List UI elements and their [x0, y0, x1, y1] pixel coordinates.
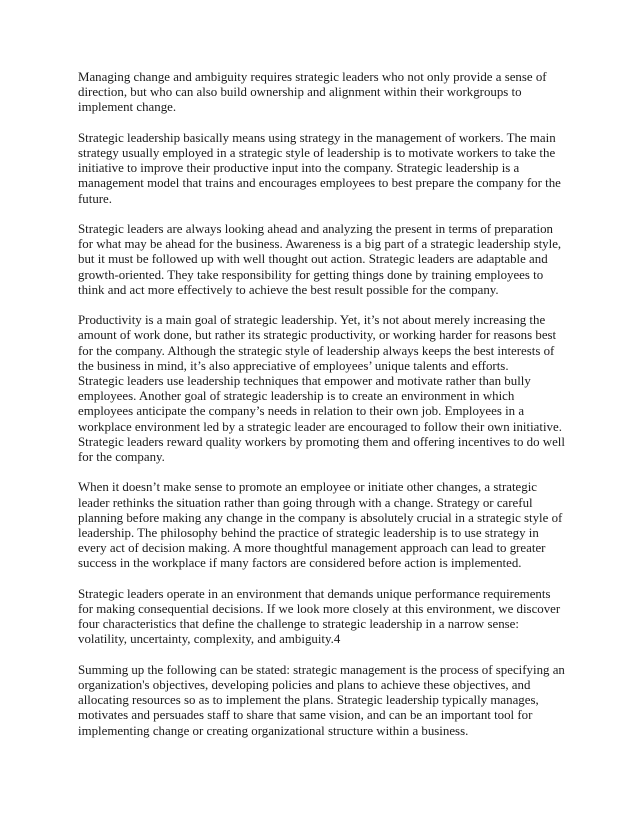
paragraph-leadership-techniques: Strategic leaders use leadership techniques that empower and motivate rather than bully employees. Another goal of strategic leadership is to create an environment in which employees anticipate the company’s needs in relation to their own job. Employees in a workplace environment led by a strategic leader are encouraged to follow their own initiative. Strategic leaders reward quality workers by promoting them and offering incentives to do well for the company. — [78, 374, 565, 465]
paragraph-summary: Summing up the following can be stated: strategic management is the process of specifying an organization's objectives, developing policies and plans to achieve these objectives, and allocating resources so as to implement the plans. Strategic leadership typically manages, motivates and persuades staff to share that same vision, and can be an important tool for implementing change or creating organizational structure within a business. — [78, 662, 565, 738]
paragraph-strategic-leadership-definition: Strategic leadership basically means using strategy in the management of workers. The main strategy usually employed in a strategic style of leadership is to motivate workers to take the initiative to improve their productive input into the company. Strategic leadership is a management model that trains and encourages employees to best prepare the company for the future. — [78, 130, 561, 206]
paragraph-operating-environment: Strategic leaders operate in an environment that demands unique performance requirements for making consequential decisions. If we look more closely at this environment, we discover four characteristics that define the challenge to strategic leadership in a narrow sense: volatility, uncertainty, complexity, and ambiguity.4 — [78, 586, 561, 647]
paragraph-productivity: Productivity is a main goal of strategic leadership. Yet, it’s not about merely increasing the amount of work done, but rather its strategic productivity, or working harder for reasons best for the company. Although the strategic style of leadership always keeps the best interests of the business in mind, it’s also appreciative of employees’ unique talents and efforts. — [78, 313, 557, 373]
paragraph-rethinks-situation: When it doesn’t make sense to promote an employee or initiate other changes, a strategic leader rethinks the situation rather than going through with a change. Strategy or careful planning before making any change in the company is absolutely crucial in a strategic style of leadership. The philosophy behind the practice of strategic leadership is to use strategy in every act of decision making. A more thoughtful management approach can lead to greater success in the workplace if many factors are considered before action is implemented. — [78, 480, 563, 571]
paragraph-managing-change: Managing change and ambiguity requires strategic leaders who not only provide a sense of direction, but who can also build ownership and alignment within their workgroups to implement change. — [78, 70, 547, 115]
paragraph-looking-ahead: Strategic leaders are always looking ahead and analyzing the present in terms of preparation for what may be ahead for the business. Awareness is a big part of a strategic leadership style, but it must be followed up with well thought out action. Strategic leaders are adaptable and growth-oriented. They take responsibility for getting things done by training employees to think and act more effectively to achieve the best result possible for the company. — [78, 222, 562, 297]
document-page — [78, 70, 568, 754]
